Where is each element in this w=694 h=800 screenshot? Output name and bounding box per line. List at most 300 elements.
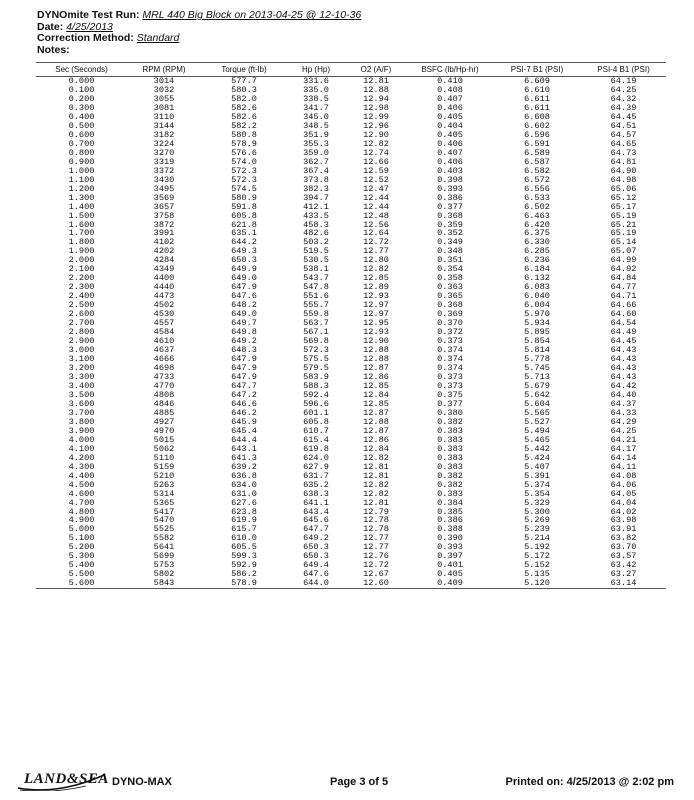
cell-rpm: 3182 [153, 129, 175, 140]
cell-psi7: 5.424 [524, 452, 550, 463]
table-row [36, 301, 666, 310]
cell-sec: 0.200 [68, 93, 95, 104]
cell-psi4: 65.07 [610, 246, 637, 257]
cell-hp: 555.7 [303, 300, 329, 311]
cell-psi4: 64.32 [610, 93, 637, 104]
cell-o2: 12.79 [363, 506, 389, 517]
cell-sec: 2.600 [68, 309, 95, 320]
cell-o2: 12.60 [345, 579, 407, 588]
cell-sec: 4.400 [68, 470, 95, 481]
column-header-bsfc: BSFC (lb/Hp-hr) [407, 63, 493, 77]
cell-psi7: 5.565 [524, 407, 550, 418]
cell-hp: 649.2 [303, 533, 329, 544]
notes-label: Notes: [37, 43, 70, 56]
cell-hp: 575.5 [303, 354, 329, 365]
table-row [36, 283, 666, 292]
cell-o2: 12.77 [363, 533, 389, 544]
cell-rpm: 4770 [153, 380, 175, 391]
cell-bsfc: 0.403 [437, 165, 463, 176]
table-row [36, 167, 666, 176]
cell-psi4: 63.91 [610, 524, 637, 535]
table-row [36, 122, 666, 131]
cell-psi4: 64.04 [610, 497, 637, 508]
cell-psi4: 64.43 [610, 363, 637, 373]
cell-bsfc: 0.358 [437, 273, 463, 284]
cell-psi4: 64.65 [610, 138, 637, 149]
cell-torque: 647.2 [231, 389, 257, 400]
cell-hp: 551.6 [303, 291, 329, 302]
cell-o2: 12.84 [363, 443, 389, 454]
cell-psi4: 64.11 [610, 461, 637, 472]
cell-bsfc: 0.382 [437, 416, 463, 427]
table-row [36, 579, 666, 588]
column-header-o2: O2 (A/F) [345, 63, 407, 77]
cell-psi4: 64.25 [610, 425, 637, 436]
table-row [36, 203, 666, 212]
cell-psi7: 6.609 [524, 76, 550, 86]
cell-torque: 639.2 [231, 461, 257, 472]
cell-hp: 588.3 [303, 380, 329, 391]
cell-rpm: 3872 [153, 219, 175, 230]
cell-bsfc: 0.385 [437, 506, 463, 517]
cell-hp: 351.9 [303, 129, 329, 140]
cell-sec: 3.400 [68, 380, 95, 391]
cell-psi7: 5.745 [524, 363, 550, 373]
cell-hp: 572.3 [303, 345, 329, 356]
table-row [36, 490, 666, 499]
cell-o2: 12.81 [363, 461, 389, 472]
cell-sec: 5.600 [36, 579, 127, 588]
cell-o2: 12.74 [363, 147, 389, 158]
cell-hp: 635.2 [303, 479, 329, 490]
cell-bsfc: 0.363 [437, 282, 463, 293]
column-header-sec: Sec (Seconds) [36, 63, 127, 77]
cell-hp: 348.5 [303, 120, 329, 131]
cell-bsfc: 0.382 [437, 470, 463, 481]
cell-torque: 649.9 [231, 264, 257, 275]
cell-psi4: 64.99 [610, 255, 637, 266]
cell-psi7: 5.814 [524, 345, 550, 356]
cell-sec: 4.100 [68, 443, 95, 454]
cell-psi7: 5.391 [524, 470, 550, 481]
cell-o2: 12.52 [363, 174, 389, 185]
cell-sec: 4.200 [68, 452, 95, 463]
cell-torque: 572.3 [231, 174, 257, 185]
cell-o2: 12.48 [363, 210, 389, 221]
cell-bsfc: 0.404 [437, 120, 463, 131]
cell-psi4: 64.54 [610, 318, 637, 329]
cell-sec: 2.900 [68, 336, 95, 347]
cell-rpm: 5641 [153, 542, 175, 553]
cell-psi7: 6.330 [524, 237, 550, 248]
cell-hp: 649.4 [303, 560, 329, 571]
cell-sec: 5.500 [68, 569, 95, 580]
cell-hp: 359.0 [303, 147, 329, 158]
cell-psi7: 5.604 [524, 398, 550, 409]
cell-sec: 1.900 [68, 246, 95, 257]
date-label: Date: [37, 20, 64, 33]
table-row [36, 104, 666, 113]
cell-sec: 4.300 [68, 461, 95, 472]
cell-bsfc: 0.405 [437, 569, 463, 580]
table-row [36, 427, 666, 436]
cell-sec: 3.900 [68, 425, 95, 436]
cell-hp: 650.3 [303, 551, 329, 562]
cell-bsfc: 0.359 [437, 219, 463, 230]
cell-bsfc: 0.397 [437, 551, 463, 562]
cell-o2: 12.99 [363, 111, 389, 122]
cell-hp: 563.7 [303, 318, 329, 329]
cell-rpm: 4808 [153, 389, 175, 400]
cell-torque: 649.2 [231, 336, 257, 347]
cell-o2: 12.81 [363, 497, 389, 508]
cell-psi4: 64.45 [610, 111, 637, 122]
cell-psi7: 5.854 [524, 336, 550, 347]
cell-hp: 647.6 [303, 569, 329, 580]
cell-o2: 12.64 [363, 228, 389, 239]
cell-bsfc: 0.383 [437, 443, 463, 454]
cell-bsfc: 0.354 [437, 264, 463, 275]
cell-rpm: 4557 [153, 318, 175, 329]
cell-bsfc: 0.405 [437, 111, 463, 122]
cell-psi7: 5.494 [524, 425, 550, 436]
cell-bsfc: 0.386 [437, 515, 463, 526]
cell-psi7: 5.442 [524, 443, 550, 454]
correction-method-line [37, 33, 667, 45]
table-row [36, 481, 666, 490]
cell-o2: 12.85 [363, 273, 389, 284]
cell-hp: 619.8 [303, 443, 329, 454]
table-row [36, 454, 666, 463]
cell-o2: 12.96 [363, 120, 389, 131]
table-row [36, 229, 666, 238]
cell-hp: 627.9 [303, 461, 329, 472]
cell-bsfc: 0.349 [437, 237, 463, 248]
cell-psi7: 6.533 [524, 192, 550, 203]
cell-sec: 5.000 [68, 524, 95, 535]
cell-rpm: 4927 [153, 416, 175, 427]
cell-psi4: 63.14 [581, 579, 666, 588]
cell-bsfc: 0.398 [437, 174, 463, 185]
cell-rpm: 3657 [153, 201, 175, 212]
cell-bsfc: 0.410 [437, 76, 463, 86]
cell-torque: 580.3 [231, 84, 257, 95]
cell-rpm: 3758 [153, 210, 175, 221]
cell-o2: 12.98 [363, 102, 389, 113]
cell-o2: 12.81 [363, 470, 389, 481]
cell-hp: 519.5 [303, 246, 329, 257]
cell-hp: 644.0 [287, 579, 345, 588]
cell-torque: 649.0 [231, 309, 257, 320]
cell-rpm: 4502 [153, 300, 175, 311]
table-row [36, 158, 666, 167]
cell-o2: 12.88 [363, 416, 389, 427]
cell-psi7: 6.587 [524, 156, 550, 167]
cell-hp: 530.5 [303, 255, 329, 266]
cell-psi4: 64.81 [610, 156, 637, 167]
cell-torque: 649.8 [231, 327, 257, 338]
table-row [36, 552, 666, 561]
cell-hp: 373.8 [303, 174, 329, 185]
cell-psi7: 5.152 [524, 560, 550, 571]
cell-psi4: 64.37 [610, 398, 637, 409]
cell-hp: 569.8 [303, 336, 329, 347]
cell-rpm: 3372 [153, 165, 175, 176]
cell-psi4: 64.33 [610, 407, 637, 418]
cell-torque: 649.3 [231, 246, 257, 257]
cell-psi7: 5.934 [524, 318, 550, 329]
cell-o2: 12.88 [363, 345, 389, 356]
cell-rpm: 4698 [153, 363, 175, 373]
cell-bsfc: 0.374 [437, 363, 463, 373]
table-row [36, 543, 666, 552]
cell-o2: 12.82 [363, 264, 389, 275]
cell-o2: 12.97 [363, 300, 389, 311]
cell-psi7: 5.269 [524, 515, 550, 526]
correction-method-label: Correction Method: [37, 32, 134, 44]
cell-sec: 3.800 [68, 416, 95, 427]
cell-hp: 643.4 [303, 506, 329, 517]
cell-torque: 647.9 [231, 363, 257, 373]
cell-hp: 412.1 [303, 201, 329, 212]
cell-o2: 12.84 [363, 389, 389, 400]
cell-o2: 12.47 [363, 183, 389, 194]
column-header-hp: Hp (Hp) [287, 63, 345, 77]
table-row [36, 86, 666, 95]
cell-bsfc: 0.383 [437, 425, 463, 436]
cell-bsfc: 0.390 [437, 533, 463, 544]
cell-o2: 12.87 [363, 425, 389, 436]
cell-psi7: 6.132 [524, 273, 550, 284]
cell-rpm: 5525 [153, 524, 175, 535]
column-header-torque: Torque (ft-lb) [201, 63, 287, 77]
cell-psi7: 5.642 [524, 389, 550, 400]
cell-psi4: 64.29 [610, 416, 637, 427]
cell-psi4: 64.19 [610, 76, 637, 86]
cell-sec: 0.500 [68, 120, 95, 131]
cell-hp: 601.1 [303, 407, 329, 418]
cell-sec: 2.400 [68, 291, 95, 302]
cell-torque: 641.3 [231, 452, 257, 463]
cell-psi4: 64.92 [610, 264, 637, 275]
cell-hp: 650.3 [303, 542, 329, 553]
cell-rpm: 4970 [153, 425, 175, 436]
table-row [36, 274, 666, 283]
cell-psi7: 5.778 [524, 354, 550, 365]
cell-torque: 605.5 [231, 542, 257, 553]
cell-torque: 631.0 [231, 488, 257, 499]
cell-psi4: 64.02 [610, 506, 637, 517]
table-row [36, 194, 666, 203]
cell-rpm: 3495 [153, 183, 175, 194]
table-row [36, 221, 666, 230]
cell-psi7: 5.465 [524, 434, 550, 445]
cell-torque: 645.4 [231, 425, 257, 436]
cell-rpm: 5417 [153, 506, 175, 517]
cell-psi7: 6.285 [524, 246, 550, 257]
cell-sec: 2.800 [68, 327, 95, 338]
cell-bsfc: 0.382 [437, 479, 463, 490]
cell-rpm: 3014 [153, 76, 175, 86]
product-name: DYNO-MAX [112, 776, 172, 788]
cell-psi4: 65.12 [610, 192, 637, 203]
table-row [36, 113, 666, 122]
cell-psi7: 5.172 [524, 551, 550, 562]
cell-sec: 4.600 [68, 488, 95, 499]
cell-torque: 580.9 [231, 192, 257, 203]
cell-psi4: 64.49 [610, 327, 637, 338]
cell-sec: 4.500 [68, 479, 95, 490]
cell-rpm: 3144 [153, 120, 175, 131]
cell-hp: 394.7 [303, 192, 329, 203]
cell-torque: 578.9 [201, 579, 287, 588]
cell-hp: 433.5 [303, 210, 329, 221]
cell-rpm: 3032 [153, 84, 175, 95]
cell-bsfc: 0.386 [437, 192, 463, 203]
cell-psi4: 63.57 [610, 551, 637, 562]
cell-rpm: 4846 [153, 398, 175, 409]
cell-o2: 12.93 [363, 291, 389, 302]
cell-psi7: 6.608 [524, 111, 550, 122]
test-run-label: DYNOmite Test Run: [37, 9, 140, 21]
cell-sec: 4.800 [68, 506, 95, 517]
table-row [36, 445, 666, 454]
cell-torque: 647.7 [231, 380, 257, 391]
table-header-row [36, 63, 666, 77]
table-row [36, 346, 666, 355]
cell-psi4: 63.98 [610, 515, 637, 526]
cell-torque: 648.2 [231, 300, 257, 311]
cell-psi4: 64.98 [610, 174, 637, 185]
cell-bsfc: 0.401 [437, 560, 463, 571]
cell-rpm: 4885 [153, 407, 175, 418]
cell-rpm: 3081 [153, 102, 175, 113]
cell-torque: 647.9 [231, 371, 257, 382]
cell-psi4: 64.06 [610, 479, 637, 490]
cell-psi7: 5.329 [524, 497, 550, 508]
cell-o2: 12.87 [363, 407, 389, 418]
cell-psi4: 64.77 [610, 282, 637, 293]
cell-bsfc: 0.368 [437, 210, 463, 221]
table-row [36, 256, 666, 265]
cell-psi7: 6.589 [524, 147, 550, 158]
cell-psi4: 64.21 [610, 434, 637, 445]
logo-text: LAND&SEA [24, 771, 109, 787]
cell-rpm: 3270 [153, 147, 175, 158]
cell-psi7: 5.300 [524, 506, 550, 517]
cell-rpm: 4666 [153, 354, 175, 365]
correction-method-value: Standard [136, 32, 180, 44]
table-row [36, 525, 666, 534]
report-footer [12, 768, 684, 794]
cell-bsfc: 0.365 [437, 291, 463, 302]
cell-o2: 12.95 [363, 318, 389, 329]
cell-bsfc: 0.369 [437, 309, 463, 320]
cell-rpm: 4440 [153, 282, 175, 293]
cell-sec: 4.000 [68, 434, 95, 445]
cell-sec: 1.600 [68, 219, 95, 230]
table-row [36, 176, 666, 185]
table-row [36, 472, 666, 481]
cell-bsfc: 0.377 [437, 398, 463, 409]
cell-bsfc: 0.407 [437, 147, 463, 158]
cell-torque: 610.0 [231, 533, 257, 544]
cell-psi7: 6.040 [524, 291, 550, 302]
cell-bsfc: 0.409 [407, 579, 493, 588]
cell-rpm: 4102 [153, 237, 175, 248]
cell-sec: 1.800 [68, 237, 95, 248]
cell-torque: 615.7 [231, 524, 257, 535]
cell-sec: 2.700 [68, 318, 95, 329]
cell-o2: 12.86 [363, 434, 389, 445]
cell-torque: 621.8 [231, 219, 257, 230]
table-row [36, 292, 666, 301]
cell-rpm: 5843 [127, 579, 201, 588]
cell-bsfc: 0.393 [437, 542, 463, 553]
cell-o2: 12.88 [363, 354, 389, 365]
cell-bsfc: 0.405 [437, 129, 463, 140]
cell-rpm: 5210 [153, 470, 175, 481]
cell-rpm: 5314 [153, 488, 175, 499]
cell-psi7: 5.407 [524, 461, 550, 472]
table-row [36, 400, 666, 409]
cell-o2: 12.78 [363, 515, 389, 526]
cell-sec: 2.500 [68, 300, 95, 311]
cell-torque: 582.0 [231, 93, 257, 104]
cell-rpm: 4530 [153, 309, 175, 320]
cell-torque: 582.2 [231, 120, 257, 131]
cell-torque: 592.9 [231, 560, 257, 571]
cell-psi7: 5.239 [524, 524, 550, 535]
cell-hp: 382.3 [303, 183, 329, 194]
cell-o2: 12.89 [363, 282, 389, 293]
cell-psi7: 6.611 [524, 93, 550, 104]
cell-psi7: 5.374 [524, 479, 550, 490]
table-row [36, 212, 666, 221]
cell-torque: 580.8 [231, 129, 257, 140]
cell-psi4: 64.39 [610, 102, 637, 113]
cell-rpm: 3319 [153, 156, 175, 167]
cell-hp: 624.0 [303, 452, 329, 463]
cell-sec: 4.900 [68, 515, 95, 526]
cell-hp: 331.6 [303, 76, 329, 86]
cell-torque: 576.6 [231, 147, 257, 158]
cell-torque: 582.6 [231, 102, 257, 113]
cell-rpm: 3110 [153, 111, 175, 122]
cell-sec: 3.100 [68, 354, 95, 365]
cell-sec: 3.300 [68, 371, 95, 382]
cell-torque: 635.1 [231, 228, 257, 239]
table-row [36, 131, 666, 140]
cell-psi4: 65.14 [610, 237, 637, 248]
table-row [36, 95, 666, 104]
cell-torque: 636.8 [231, 470, 257, 481]
cell-sec: 1.500 [68, 210, 95, 221]
cell-rpm: 5802 [153, 569, 175, 580]
cell-sec: 1.700 [68, 228, 95, 239]
cell-psi4: 64.71 [610, 291, 637, 302]
cell-sec: 3.200 [68, 363, 95, 373]
column-header-rpm: RPM (RPM) [127, 63, 201, 77]
cell-sec: 0.000 [68, 76, 95, 86]
cell-psi7: 5.527 [524, 416, 550, 427]
cell-psi7: 6.083 [524, 282, 550, 293]
table-row [36, 391, 666, 400]
cell-psi4: 63.42 [610, 560, 637, 571]
cell-psi7: 6.556 [524, 183, 550, 194]
cell-torque: 574.0 [231, 156, 257, 167]
cell-rpm: 5159 [153, 461, 175, 472]
